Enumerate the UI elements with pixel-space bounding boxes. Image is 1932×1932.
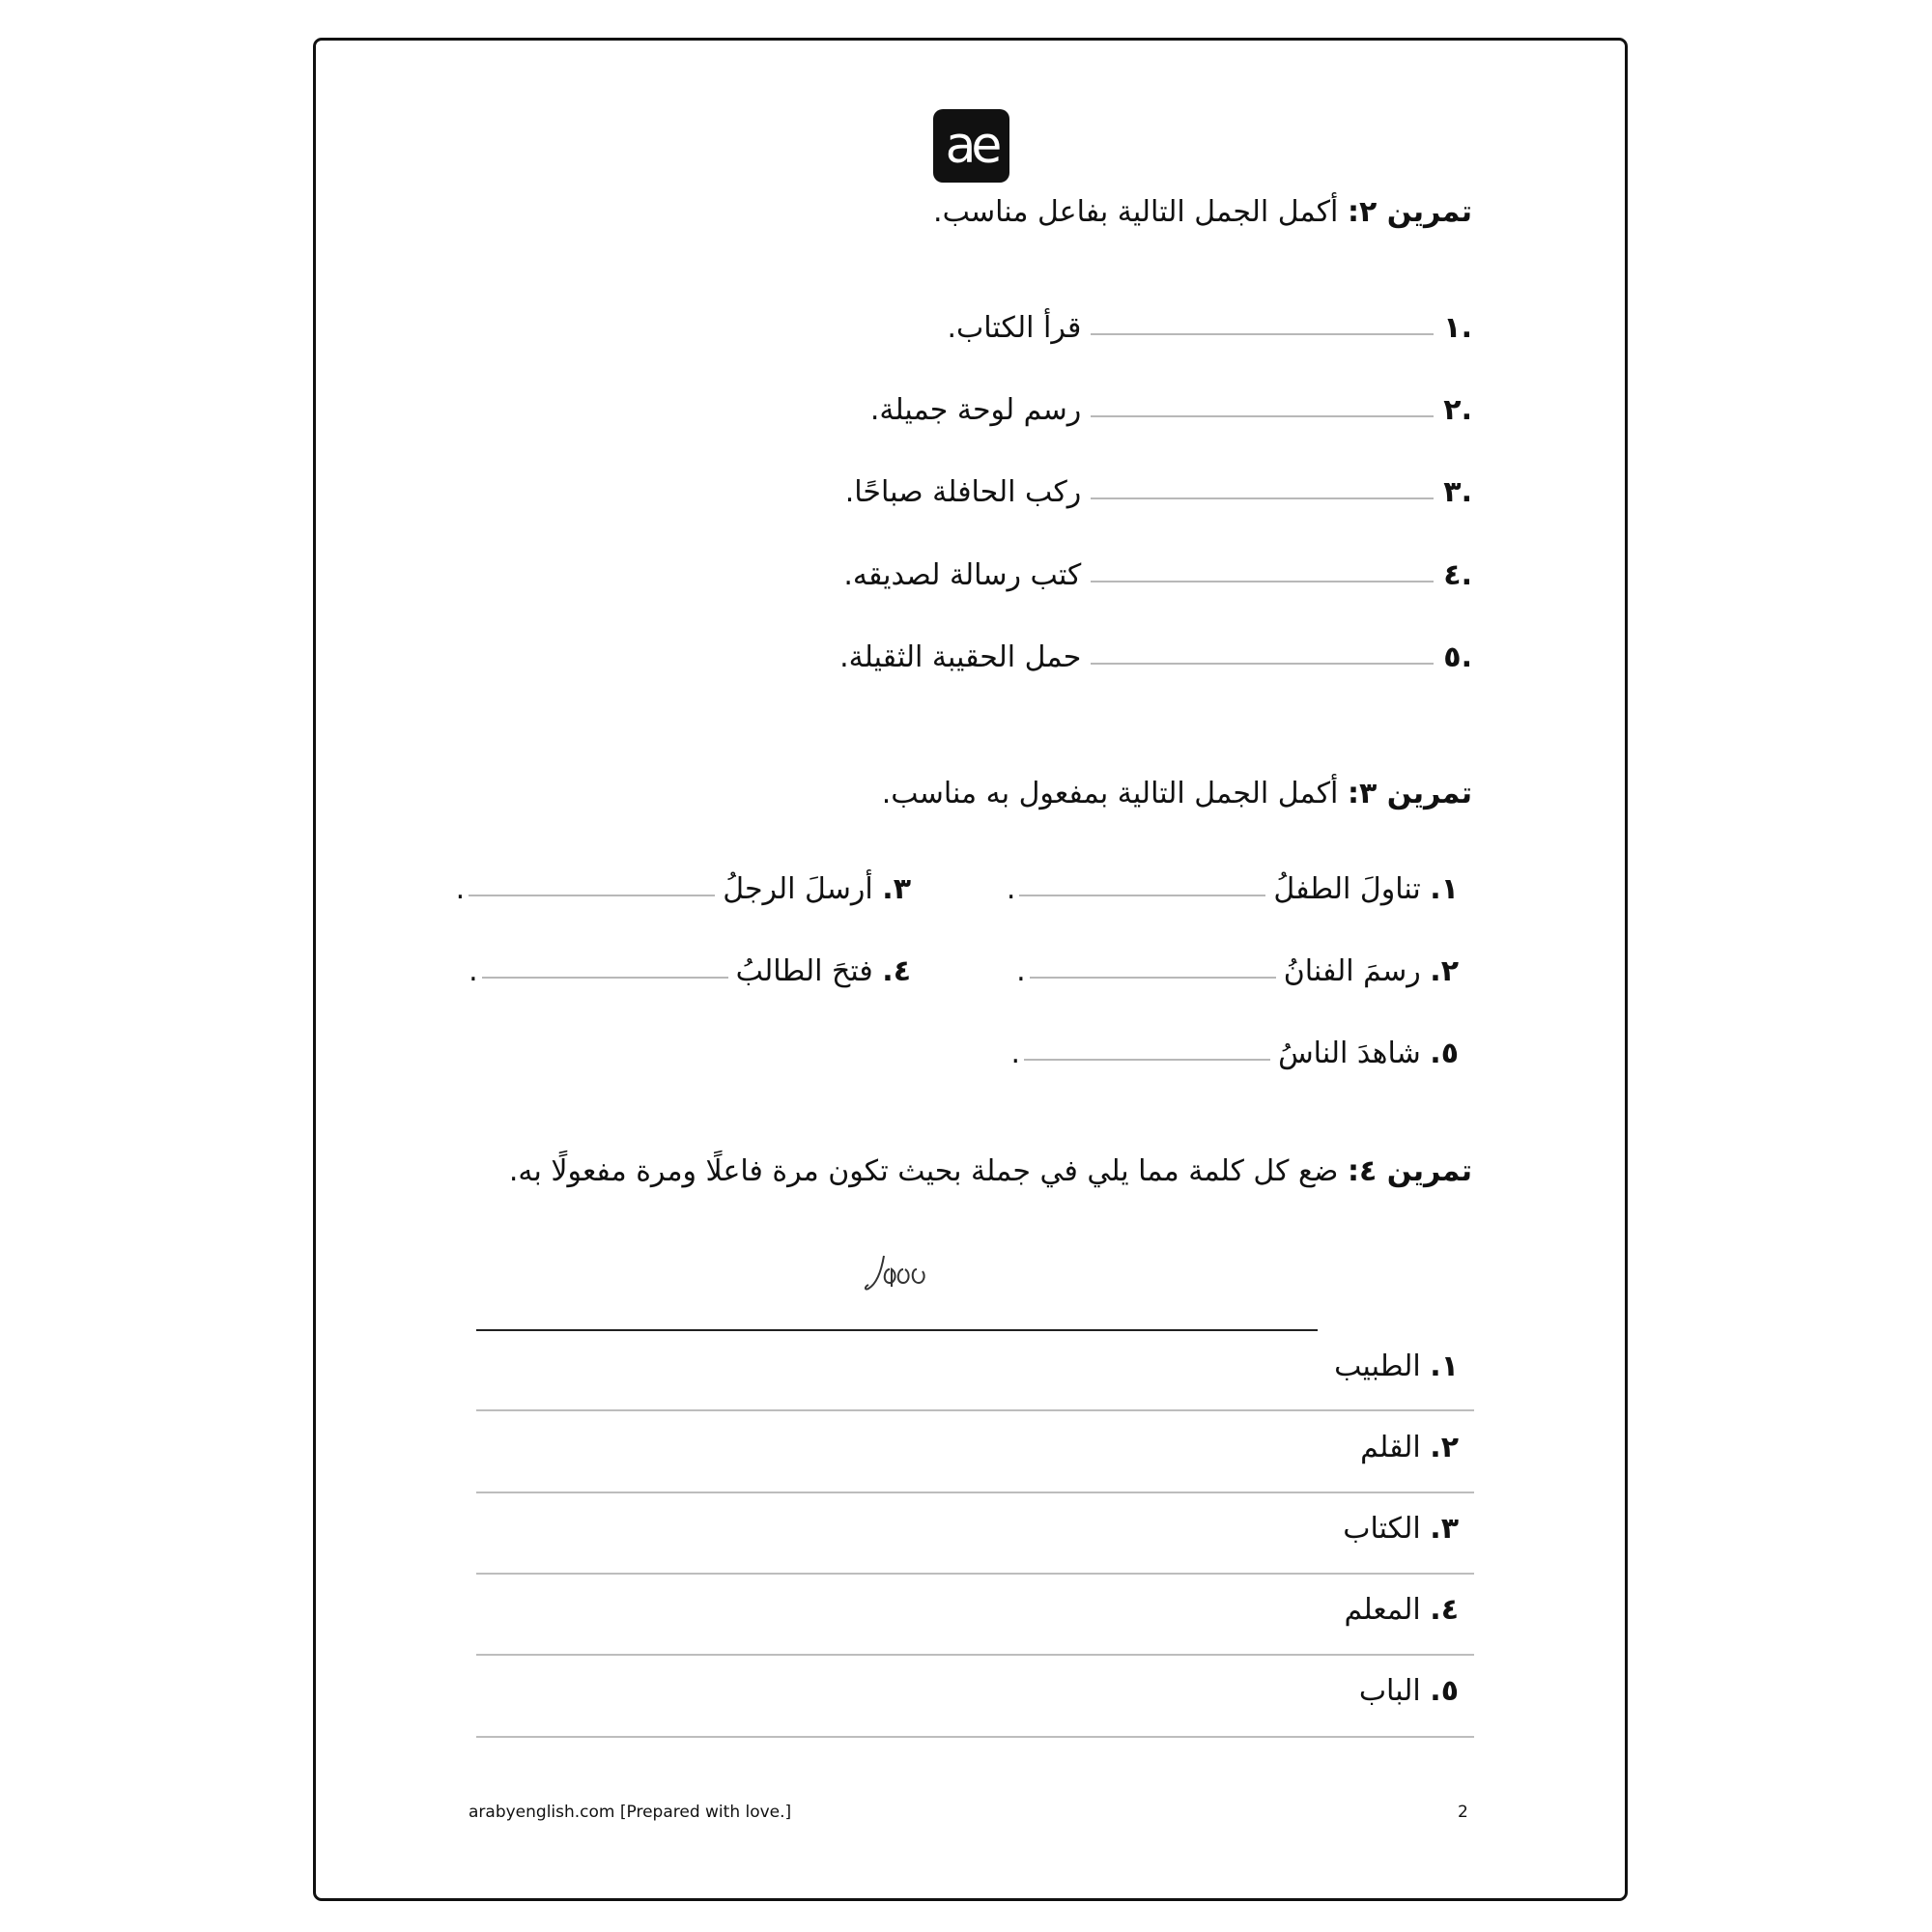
item-number: .٥	[1443, 640, 1472, 674]
item-text: تناولَ الطفلُ	[1273, 872, 1421, 906]
answer-blank[interactable]	[469, 894, 715, 896]
item-text: رسم لوحة جميلة.	[869, 393, 1082, 427]
answer-line[interactable]	[476, 1736, 1474, 1738]
exercise2-label: تمرين ٢:	[1347, 195, 1472, 229]
item-number: ١.	[1430, 1350, 1459, 1383]
exercise4-item	[1343, 1512, 1459, 1546]
exercise4-item	[1360, 1431, 1459, 1464]
item-text: الطبيب	[1334, 1350, 1421, 1383]
item-number: ٣.	[1430, 1512, 1459, 1546]
answer-blank[interactable]	[1024, 1058, 1270, 1061]
item-text: شاهدَ الناسُ	[1278, 1037, 1421, 1070]
answer-blank[interactable]	[482, 976, 728, 979]
item-text: المعلم	[1344, 1593, 1421, 1627]
answer-blank[interactable]	[1091, 497, 1434, 499]
exercise3-instruction: أكمل الجمل التالية بمفعول به مناسب.	[881, 777, 1348, 810]
period: .	[1016, 954, 1026, 988]
footer-site-text: arabyenglish.com [Prepared with love.]	[469, 1803, 792, 1822]
exercise2-item	[845, 475, 1472, 509]
exercise4-heading	[509, 1154, 1472, 1188]
answer-blank[interactable]	[1091, 414, 1434, 417]
exercise2-item	[843, 558, 1472, 592]
exercise3-item	[469, 954, 911, 988]
item-text: فتحَ الطالبُ	[735, 954, 873, 988]
exercise4-item	[1345, 1593, 1459, 1627]
exercise3-item	[1007, 872, 1459, 906]
period: .	[469, 954, 478, 988]
item-text: ركب الحافلة صباحًا.	[844, 475, 1082, 509]
exercise3-heading	[882, 777, 1472, 810]
exercise2-instruction: أكمل الجمل التالية بفاعل مناسب.	[933, 195, 1348, 229]
answer-blank[interactable]	[1091, 332, 1434, 335]
item-number: ٢.	[1430, 1431, 1459, 1464]
answer-blank[interactable]	[1030, 976, 1276, 979]
exercise4-instruction: ضع كل كلمة مما يلي في جملة بحيث تكون مرة فاعلًا ومرة مفعولًا به.	[508, 1154, 1348, 1188]
exercise3-label: تمرين ٣:	[1347, 777, 1472, 810]
exercise3-item	[456, 872, 911, 906]
answer-blank[interactable]	[1091, 662, 1434, 665]
item-text: حمل الحقيبة الثقيلة.	[839, 640, 1082, 674]
item-text: الباب	[1358, 1674, 1421, 1708]
period: .	[1006, 872, 1016, 906]
item-text: رسمَ الفنانُ	[1283, 954, 1421, 988]
exercise2-heading	[933, 195, 1472, 229]
exercise4-item	[1359, 1674, 1459, 1708]
answer-line[interactable]	[476, 1654, 1474, 1656]
arabyenglish-logo: ae	[933, 109, 1009, 183]
period: .	[1010, 1037, 1021, 1070]
top-answer-line	[476, 1329, 1318, 1331]
period: .	[455, 872, 466, 906]
item-number: .٢	[1443, 393, 1472, 427]
handwritten-mark-icon	[863, 1254, 932, 1296]
answer-line[interactable]	[476, 1492, 1474, 1493]
answer-line[interactable]	[476, 1409, 1474, 1411]
exercise2-item	[839, 640, 1472, 674]
item-number: ٤.	[882, 954, 911, 988]
item-number: ٢.	[1430, 954, 1459, 988]
exercise3-item	[1011, 1037, 1459, 1070]
answer-line[interactable]	[476, 1573, 1474, 1575]
item-number: .٣	[1443, 475, 1472, 509]
exercise3-item	[1016, 954, 1459, 988]
item-number: ٥.	[1430, 1674, 1459, 1708]
item-number: ٣.	[882, 872, 911, 906]
exercise4-label: تمرين ٤:	[1347, 1154, 1472, 1188]
item-text: أرسلَ الرجلُ	[723, 872, 873, 906]
item-number: ٥.	[1430, 1037, 1459, 1070]
exercise2-item	[870, 393, 1472, 427]
page-number: 2	[1458, 1803, 1468, 1822]
answer-blank[interactable]	[1019, 894, 1265, 896]
item-text: الكتاب	[1343, 1512, 1421, 1546]
item-text: كتب رسالة لصديقه.	[843, 558, 1082, 592]
item-number: .٤	[1443, 558, 1472, 592]
answer-blank[interactable]	[1091, 580, 1434, 582]
item-number: ١.	[1430, 872, 1459, 906]
exercise4-item	[1334, 1350, 1459, 1383]
item-text: القلم	[1360, 1431, 1421, 1464]
item-text: قرأ الكتاب.	[947, 311, 1082, 345]
item-number: ٤.	[1430, 1593, 1459, 1627]
item-number: .١	[1443, 311, 1472, 345]
exercise2-item	[948, 311, 1473, 345]
